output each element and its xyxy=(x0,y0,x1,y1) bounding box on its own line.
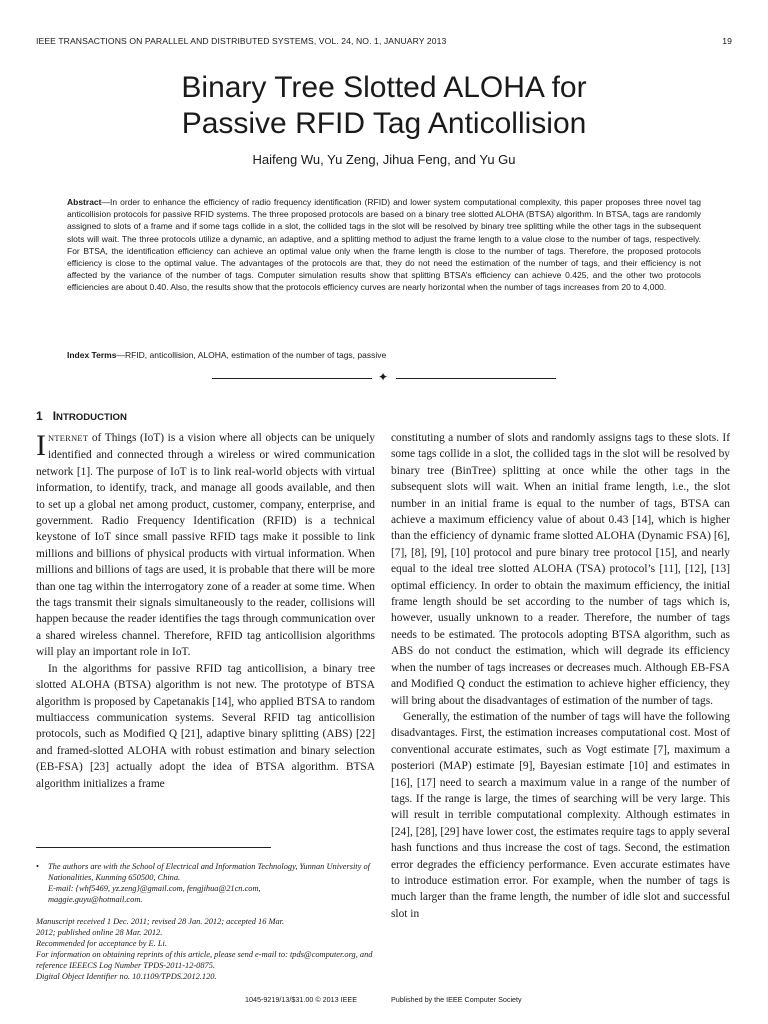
running-head xyxy=(36,36,732,46)
title-line-1: Binary Tree Slotted ALOHA for xyxy=(181,71,587,104)
affiliation-note xyxy=(36,861,376,905)
publication-notes xyxy=(36,916,376,982)
body-paragraph: Generally, the estimation of the number of tags will have the following disadvantages. First, the estimation increases computational cost. Most of conventional accurate estimates, such as Vogt estimate [7], maximum a posteriori (MAP) estimate [9], Bayesian estimate [10] and estimates in [16], [17] need to search a maximum value in a range of the number of tags. If the range is large, the times of searching will be very large. This will result in terrible computational complexity. Although estimates in [24], [28], [29] have lower cost, the estimates require tags to apply several hash functions and thus increase the cost of tags. Second, the estimation error degrades the efficiency performance. Even accurate estimates have to introduce estimation error. For example, when the number of tags is much larger than the frame length, the number of idle slot and successful slot in xyxy=(391,710,730,920)
section-title-rest: NTRODUCTION xyxy=(56,412,127,423)
footnotes xyxy=(36,861,376,982)
affiliation-text: The authors are with the School of Electrical and Information Technology, Yunnan University of Nationalities, Kunming 650500, China. xyxy=(48,862,370,882)
email-line: E-mail: {whf5469, yz.zeng}@gmail.com, fengjihua@21cn.com, xyxy=(48,884,261,893)
manuscript-dates: Manuscript received 1 Dec. 2011; revised 28 Jan. 2012; accepted 16 Mar. xyxy=(36,917,285,926)
body-paragraph: In the algorithms for passive RFID tag anticollision, a binary tree slotted ALOHA (BTSA) algorithm is not new. The prototype of BTSA algorithm is proposed by Capetanakis [14], who applied BTSA to random multiaccess communication systems. Several RFID tag anticollision protocols, such as Modified Q [21], adaptive binary splitting (ABS) [22] and framed-slotted ALOHA with robust estimation and binary selection (EB-FSA) [23] actually adopt the idea of BTSA algorithm. BTSA algorithm initializes a frame xyxy=(36,662,375,790)
manuscript-dates: 2012; published online 28 Mar. 2012. xyxy=(36,928,163,937)
doi-note: Digital Object Identifier no. 10.1109/TPDS.2012.120. xyxy=(36,972,217,981)
index-terms-label: Index Terms xyxy=(67,350,117,360)
email-line: maggie.guyu@hotmail.com. xyxy=(48,895,143,904)
body-column-left xyxy=(36,430,375,792)
footnote-rule xyxy=(36,847,271,848)
paragraph-text: of Things (IoT) is a vision where all objects can be uniquely identified and connected through a wireless or wired communication network [1]. The purpose of IoT is to link real-world objects with virtual information, to identify, track, and manage all goods available, and then to set up a global net among product, customer, company, enterprise, and government. Radio Frequency Identification (RFID) is a technical keystone of IoT since small passive RFID tags make it possible to link millions and billions of physical products with virtual information. When millions and billions of tags are used, it is probable that there will be more than one tag within the interrogatory zone of a reader at some time. When the tags transmit their signals simultaneously to the reader, collisions will happen because the reader identifies the tags through communication over a shared wireless channel. Therefore, RFID tag anticollision algorithms will play an important role in IoT. xyxy=(36,432,375,659)
section-heading xyxy=(36,409,127,423)
author-list: Haifeng Wu, Yu Zeng, Jihua Feng, and Yu Gu xyxy=(252,152,516,167)
body-paragraph xyxy=(36,430,375,661)
publisher-line: Published by the IEEE Computer Society xyxy=(391,995,522,1004)
section-divider xyxy=(212,372,556,384)
page-number: 19 xyxy=(722,36,732,46)
section-title-initial: I xyxy=(52,409,57,423)
abstract-label: Abstract xyxy=(67,197,102,207)
recommended-note: Recommended for acceptance by E. Li. xyxy=(36,939,167,948)
title-line-2: Passive RFID Tag Anticollision xyxy=(181,107,587,140)
index-terms xyxy=(67,350,701,360)
paper-title xyxy=(0,70,768,142)
index-terms-text: —RFID, anticollision, ALOHA, estimation of the number of tags, passive xyxy=(116,350,387,360)
reprints-note: For information on obtaining reprints of this article, please send e-mail to: tpds@computer.org, and reference IEEECS Log Number TPDS-2011-12-0875. xyxy=(36,950,373,970)
divider-line-right xyxy=(396,378,556,379)
section-number: 1 xyxy=(36,409,43,423)
body-column-right xyxy=(391,430,730,922)
copyright-line: 1045-9219/13/$31.00 © 2013 IEEE xyxy=(245,995,357,1004)
drop-cap: I xyxy=(36,429,46,462)
divider-line-left xyxy=(212,378,372,379)
bullet-icon: • xyxy=(36,862,39,871)
abstract-text: —In order to enhance the efficiency of radio frequency identification (RFID) and lower system computational complexity, this paper proposes three novel tag anticollision protocols for passive RFID systems. The three proposed protocols are based on a binary tree slotted ALOHA (BTSA) algorithm. In BTSA, tags are randomly assigned to slots of a frame and if some tags collide in a slot, the collided tags in the slot will be resolved by binary tree splitting while the other tags in the subsequent slots will wait. The three protocols utilize a dynamic, an adaptive, and a splitting method to adjust the frame length to a value close to the number of tags, respectively. For BTSA, the identification efficiency can achieve an optimal value only when the frame length is close to the number of tags. Therefore, the proposed protocols efficiency is close to the optimal value. The advantages of the protocols are that, they do not need the estimation of the number of tags, and their efficiency is not affected by the variance of the number of tags. Computer simulation results show that splitting BTSA’s efficiency can achieve 0.425, and the other two protocols efficiencies are about 0.40. Also, the results show that the protocols efficiency curves are nearly horizontal when the number of tags increases from 20 to 4,000. xyxy=(67,197,701,293)
small-caps-word: NTERNET xyxy=(48,434,89,443)
journal-header: IEEE TRANSACTIONS ON PARALLEL AND DISTRIBUTED SYSTEMS, VOL. 24, NO. 1, JANUARY 2013 xyxy=(36,36,447,46)
divider-ornament-icon: ✦ xyxy=(378,370,389,384)
body-paragraph: constituting a number of slots and randomly assigns tags to these slots. If some tags collide in a slot, the collided tags in the slot will be resolved by binary tree (BinTree) splitting at once while the other tags in the subsequent slots will wait. When an initial frame length, i.e., the slot number in an initial frame is equal to the number of tags, BTSA can achieve a maximum efficiency value of about 0.43 [14], which is higher than the efficiency of dynamic frame slotted ALOHA (Dynamic FSA) [6], [7], [8], [9], [10] protocol and pure binary tree protocol [15], and nearly equal to the ideal tree slotted ALOHA (TSA) protocol’s [11], [12], [13] optimal efficiency. In order to obtain the maximum efficiency, the initial frame length should be set according to the number of tags which is, however, usually unknown to a reader. Therefore, the number of tags needs to be estimated. The protocols adopting BTSA algorithm, such as ABS do not conduct the estimation, which will degrade its efficiency when the number of tags increases or decreases much. Although EB-FSA and Modified Q conduct the estimation to achieve higher efficiency, they will bring about the disadvantages of estimation of the number of tags. xyxy=(391,432,730,707)
abstract xyxy=(67,196,701,294)
